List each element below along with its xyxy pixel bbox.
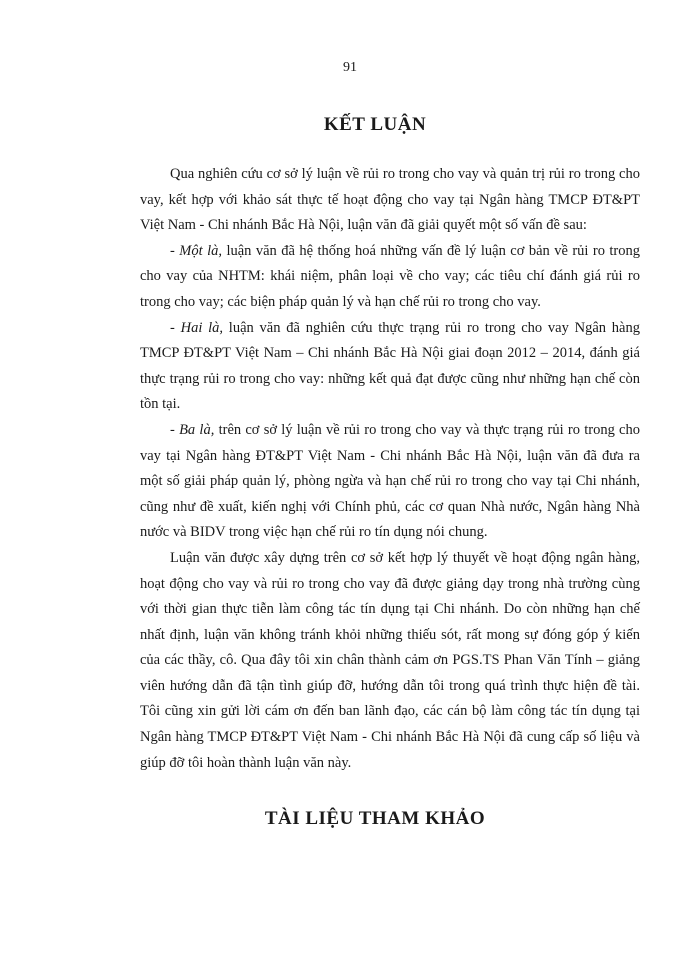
point-three-paragraph xyxy=(140,418,640,546)
point-one-text: luận văn đã hệ thống hoá những vấn đề lý luận cơ bản về rủi ro trong cho vay của NHTM: khái niệm, phân loại về cho vay; các tiêu chí đánh giá rủi ro trong cho vay; các biện pháp quản lý và hạn chế rủi ro trong cho vay. xyxy=(140,242,640,310)
conclusion-heading: KẾT LUẬN xyxy=(323,114,427,135)
closing-paragraph: Luận văn được xây dựng trên cơ sở kết hợp lý thuyết về hoạt động ngân hàng, hoạt động cho vay và rủi ro trong cho vay đã được giảng dạy trong nhà trường cùng với thời gian thực tiễn làm công tác tín dụng tại Chi nhánh. Do còn những hạn chế nhất định, luận văn không tránh khỏi những thiếu sót, rất mong sự đóng góp ý kiến của các thầy, cô. Qua đây tôi xin chân thành cảm ơn PGS.TS Phan Văn Tính – giảng viên hướng dẫn đã tận tình giúp đỡ, hướng dẫn tôi trong quá trình thực hiện đề tài. Tôi cũng xin gửi lời cám ơn đến ban lãnh đạo, các cán bộ làm công tác tín dụng tại Ngân hàng TMCP ĐT&PT Việt Nam - Chi nhánh Bắc Hà Nội đã cung cấp số liệu và giúp đỡ tôi hoàn thành luận văn này. xyxy=(140,549,640,771)
point-two-text: luận văn đã nghiên cứu thực trạng rủi ro trong cho vay Ngân hàng TMCP ĐT&PT Việt Nam – Chi nhánh Bắc Hà Nội giai đoạn 2012 – 2014, đánh giá thực trạng rủi ro trong cho vay: những kết quả đạt được cũng như những hạn chế còn tồn tại. xyxy=(140,319,640,413)
point-one-dash: - xyxy=(170,242,180,259)
point-one-label: Một là, xyxy=(179,242,222,259)
point-three-text: trên cơ sở lý luận về rủi ro trong cho vay và thực trạng rủi ro trong cho vay tại Ngân hàng ĐT&PT Việt Nam - Chi nhánh Bắc Hà Nội, luận văn đã đưa ra một số giải pháp quản lý, phòng ngừa và hạn chế rủi ro trong cho vay tại Chi nhánh, cũng như đề xuất, kiến nghị với Chính phủ, các cơ quan Nhà nước, Ngân hàng Nhà nước và BIDV trong việc hạn chế rủi ro tín dụng nói chung. xyxy=(140,421,640,541)
point-two-dash: - xyxy=(170,319,181,336)
intro-paragraph: Qua nghiên cứu cơ sở lý luận về rủi ro trong cho vay và quản trị rủi ro trong cho vay, kết hợp với khảo sát thực tế hoạt động cho vay tại Ngân hàng TMCP ĐT&PT Việt Nam - Chi nhánh Bắc Hà Nội, luận văn đã giải quyết một số vấn đề sau: xyxy=(140,166,640,234)
point-two-paragraph xyxy=(140,316,640,418)
point-three-label: Ba là, xyxy=(179,421,215,438)
references-heading: TÀI LIỆU THAM KHẢO xyxy=(264,808,486,829)
point-three-dash: - xyxy=(170,421,180,438)
point-one-paragraph xyxy=(140,239,640,316)
page-number: 91 xyxy=(343,60,357,75)
point-two-label: Hai là, xyxy=(180,319,224,336)
conclusion-body xyxy=(140,162,640,776)
